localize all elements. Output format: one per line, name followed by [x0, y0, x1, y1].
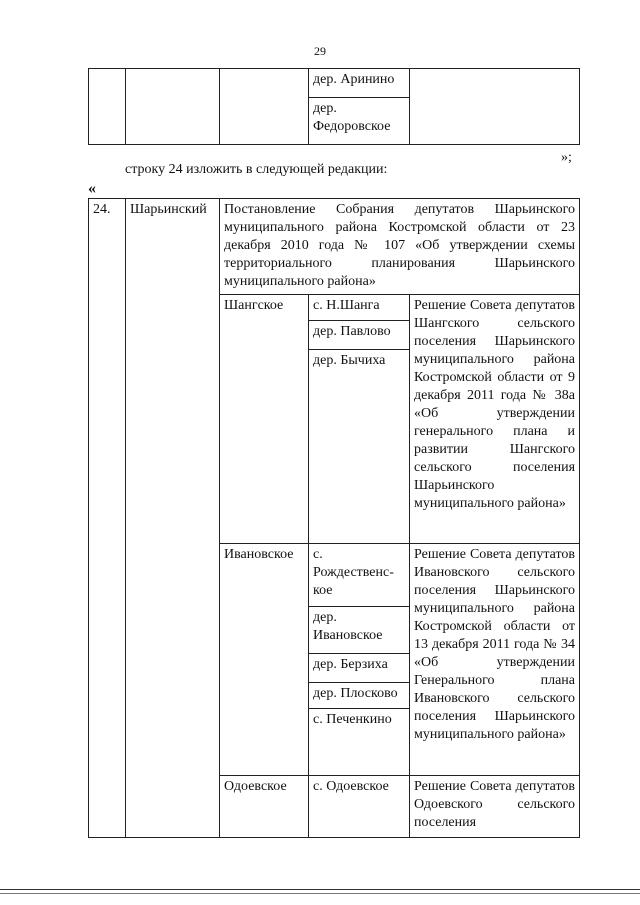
- bottom-rule: [0, 889, 640, 890]
- district-document-cell: [220, 199, 580, 295]
- settlement-name: Шангское: [224, 298, 284, 313]
- settlement-document: Решение Совета депутатов Шангского сельского поселения Шарьинского муниципального района Костромской области от 9 декабря 2011 года № 38а «Об утверждении генерального плана и развитии Шангского сельского поселения Шарьинского муниципального района»: [414, 298, 576, 511]
- locality-name: дер. Бычиха: [313, 353, 386, 368]
- locality-name: дер. Плосково: [313, 686, 398, 701]
- closing-quote: »;: [561, 150, 572, 165]
- district-cell: [126, 199, 220, 838]
- bottom-rule: [0, 893, 640, 894]
- locality-cell: [309, 321, 410, 350]
- district-name: Шарьинский: [130, 202, 207, 217]
- settlement-cell: [220, 295, 309, 544]
- row-number-cell: [89, 199, 126, 838]
- locality-cell: [309, 69, 410, 98]
- locality-name: с. Печенкино: [313, 712, 392, 727]
- settlement-document-cell: [410, 776, 580, 838]
- settlement-document-cell: [410, 544, 580, 776]
- district-cell: [126, 69, 220, 145]
- settlement-cell: [220, 544, 309, 776]
- locality-cell: [309, 683, 410, 709]
- opening-quote: «: [88, 180, 96, 197]
- settlement-document: Решение Совета депутатов Одоевского сельского поселения: [414, 779, 576, 830]
- settlement-name: Ивановское: [224, 547, 294, 562]
- continuation-table: [88, 68, 580, 145]
- locality-cell: [309, 350, 410, 544]
- row-number: 24.: [93, 202, 111, 217]
- planning-documents-table: [88, 198, 580, 838]
- district-document: Постановление Собрания депутатов Шарьинского муниципального района Костромской области от 23 декабря 2010 года № 107 «Об утверждении схемы территориального планирования Шарьинского муниципального района»: [224, 202, 576, 289]
- document-cell: [410, 69, 580, 145]
- locality-name: дер. Федоровское: [313, 101, 391, 134]
- locality-name: дер. Павлово: [313, 324, 391, 339]
- locality-name: дер. Берзиха: [313, 657, 388, 672]
- locality-cell: [309, 544, 410, 607]
- instruction-text: строку 24 изложить в следующей редакции:: [125, 162, 388, 177]
- settlement-document: Решение Совета депутатов Ивановского сельского поселения Шарьинского муниципального района Костромской области от 13 декабря 2011 года № 34 «Об утверждении Генерального плана Ивановского сельского поселения Шарьинского муниципального района»: [414, 547, 576, 742]
- locality-cell: [309, 709, 410, 776]
- page-number: 29: [314, 44, 326, 58]
- locality-cell: [309, 776, 410, 838]
- settlement-name: Одоевское: [224, 779, 287, 794]
- locality-cell: [309, 295, 410, 321]
- locality-cell: [309, 98, 410, 145]
- settlement-document-cell: [410, 295, 580, 544]
- locality-name: с. Н.Шанга: [313, 298, 380, 313]
- locality-name: с. Рождественс-кое: [313, 547, 394, 598]
- locality-name: с. Одоевское: [313, 779, 389, 794]
- locality-cell: [309, 654, 410, 683]
- settlement-cell: [220, 69, 309, 145]
- locality-cell: [309, 607, 410, 654]
- locality-name: дер. Аринино: [313, 72, 395, 87]
- locality-name: дер. Ивановское: [313, 610, 383, 643]
- number-cell: [89, 69, 126, 145]
- settlement-cell: [220, 776, 309, 838]
